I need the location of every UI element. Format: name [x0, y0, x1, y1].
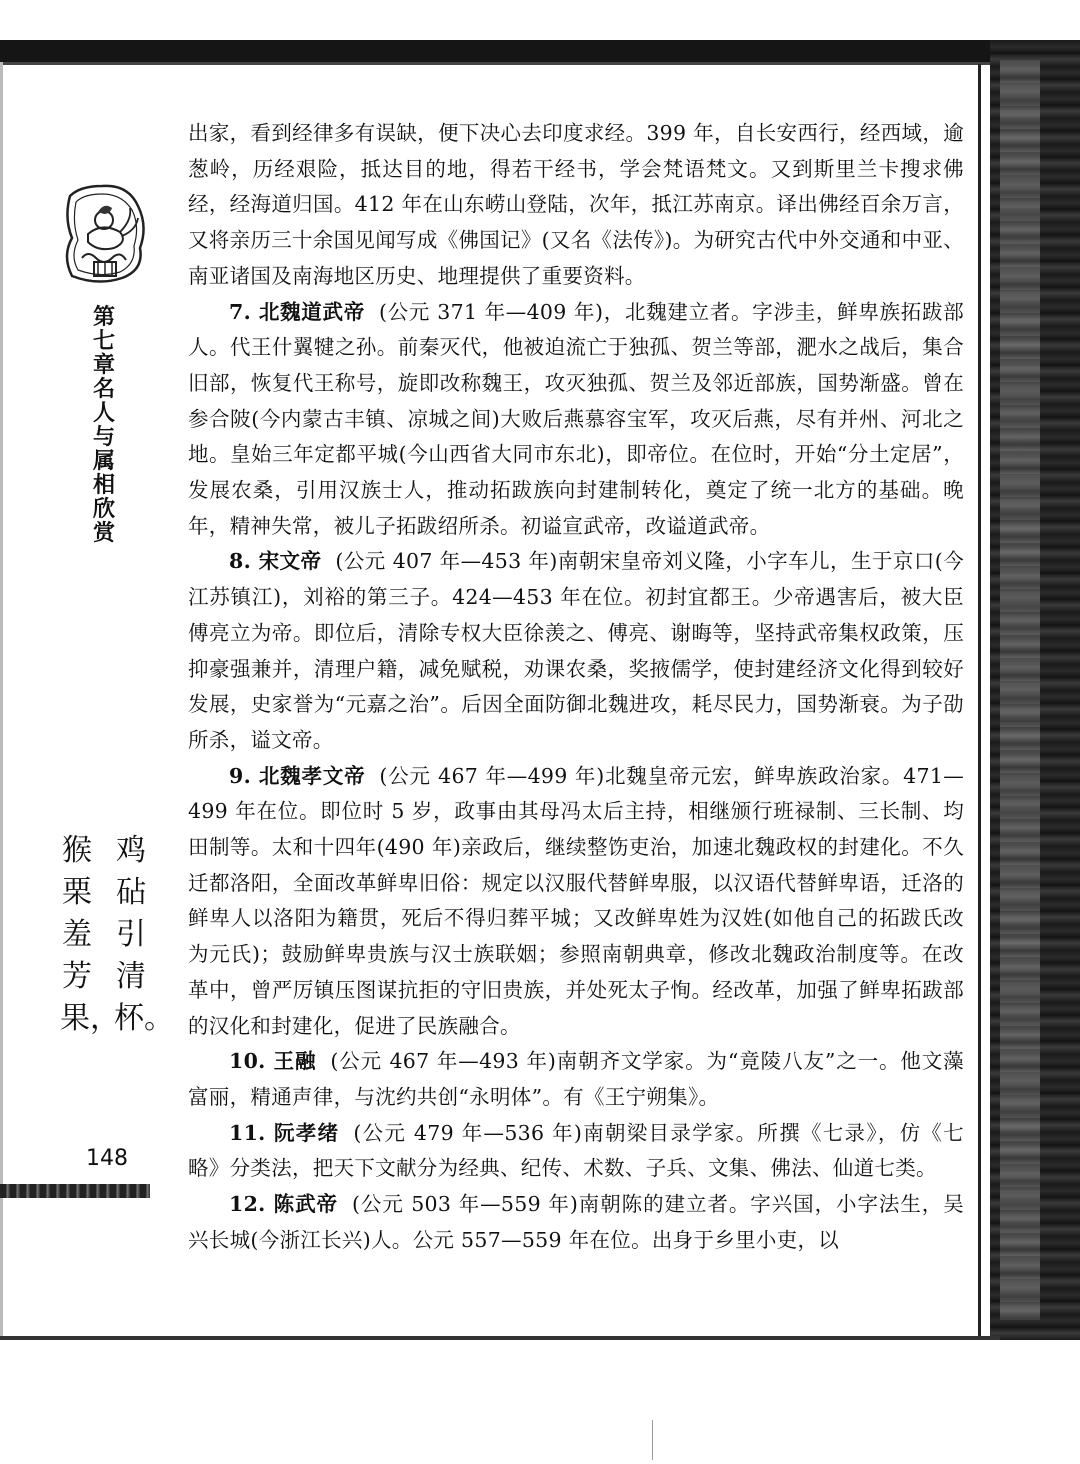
top-border-bar	[0, 40, 1000, 62]
entry-paragraph	[188, 1116, 964, 1187]
entry-paragraph	[188, 1044, 964, 1115]
right-page-edge	[978, 64, 981, 1340]
left-page-edge	[0, 62, 3, 1338]
entry-dates: (公元 503 年—559 年)	[351, 1192, 579, 1217]
entry-text: 南朝陈的建立者。字兴国，小字法生，吴兴长城(今浙江长兴)人。公元 557—559 年在位。出身于乡里小吏，以	[188, 1192, 965, 1252]
entry-title: 11. 阮孝绪	[229, 1120, 340, 1145]
entry-title: 8. 宋文帝	[229, 549, 322, 574]
entry-text: 南朝宋皇帝刘义隆，小字车儿，生于京口(今江苏镇江)，刘裕的第三子。424—453 年在位。初封宜都王。少帝遇害后，被大臣傅亮立为帝。即位后，清除专权大臣徐羡之、傅亮、谢晦等，坚持武帝集权政策，压抑豪强兼并，清理户籍，减免赋税，劝课农桑，奖掖儒学，使封建经济文化得到较好发展，史家誉为“元嘉之治”。后因全面防御北魏进攻，耗尽民力，国势渐衰。为子劭所杀，谥文帝。	[188, 549, 964, 752]
entry-text: 南朝梁目录学家。所撰《七录》，仿《七略》分类法，把天下文献分为经典、纪传、术数、子兵、文集、佛法、仙道七类。	[188, 1120, 964, 1181]
scan-shadow-texture	[1000, 60, 1040, 1320]
chapter-title-text: 第七章 名人与属相欣赏	[92, 305, 115, 546]
entry-paragraph	[188, 1187, 964, 1258]
entry-paragraph	[188, 759, 964, 1045]
entry-title: 7. 北魏道武帝	[229, 299, 365, 324]
entry-text: ，北魏建立者。字涉圭，鲜卑族拓跋部人。代王什翼犍之孙。前秦灭代，他被迫流亡于独孤、贺兰等部，淝水之战后，集合旧部，恢复代王称号，旋即改称魏王，攻灭独孤、贺兰及邻近部族，国势渐盛。曾在参合陂(今内蒙古丰镇、凉城之间)大败后燕慕容宝军，攻灭后燕，尽有并州、河北之地。皇始三年定都平城(今山西省大同市东北)，即帝位。在位时，开始“分土定居”，发展农桑，引用汉族士人，推动拓跋族向封建制转化，奠定了统一北方的基础。晚年，精神失常，被儿子拓跋绍所杀。初谥宣武帝，改谥道武帝。	[188, 299, 965, 538]
entry-paragraph	[188, 295, 964, 545]
entry-title: 10. 王融	[229, 1049, 317, 1074]
entry-title: 9. 北魏孝文帝	[229, 763, 366, 788]
rooster-emblem-icon	[58, 178, 148, 288]
entry-dates: (公元 479 年—536 年)	[353, 1120, 583, 1145]
page-number-bar	[0, 1184, 150, 1198]
entry-dates: (公元 407 年—453 年)	[335, 549, 558, 574]
chapter-title-vertical	[90, 306, 118, 546]
main-text	[188, 116, 964, 1259]
entry-paragraph	[188, 544, 964, 758]
entry-text: 南朝齐文学家。为“竟陵八友”之一。他文藻富丽，精通声律，与沈约共创“永明体”。有《王宁朔集》。	[188, 1049, 964, 1109]
bottom-border-line	[0, 1336, 1000, 1340]
entry-dates: (公元 467 年—493 年)	[330, 1049, 557, 1074]
gutter-mark	[652, 1420, 653, 1460]
poem-line-right: 鸡砧引清杯。	[114, 833, 174, 1036]
page-number: 148	[86, 1146, 128, 1171]
entry-dates: (公元 371 年—409 年)	[378, 299, 604, 324]
entry-dates: (公元 467 年—499 年)	[379, 763, 605, 788]
top-border-line	[0, 62, 990, 65]
entry-title: 12. 陈武帝	[229, 1192, 338, 1217]
paragraph-continuation: 出家，看到经律多有误缺，便下决心去印度求经。399 年，自长安西行，经西域，逾葱岭，历经艰险，抵达目的地，得若干经书，学会梵语梵文。又到斯里兰卡搜求佛经，经海道归国。412 年在山东崂山登陆，次年，抵江苏南京。译出佛经百余万言，又将亲历三十余国见闻写成《佛国记》(又名《法传》)。为研究古代中外交通和中亚、南亚诸国及南海地区历史、地理提供了重要资料。	[188, 121, 964, 288]
entry-text: 北魏皇帝元宏，鲜卑族政治家。471—499 年在位。即位时 5 岁，政事由其母冯太后主持，相继颁行班禄制、三长制、均田制等。太和十四年(490 年)亲政后，继续整饬吏治，加速北魏政权的封建化。不久迁都洛阳，全面改革鲜卑旧俗：规定以汉服代替鲜卑服，以汉语代替鲜卑语，迁洛的鲜卑人以洛阳为籍贯，死后不得归葬平城；又改鲜卑姓为汉姓(如他自己的拓跋氏改为元氏)；鼓励鲜卑贵族与汉士族联姻；参照南朝典章，修改北魏政治制度等。在改革中，曾严厉镇压图谋抗拒的守旧贵族，并处死太子恂。经改革，加强了鲜卑拓跋部的汉化和封建化，促进了民族融合。	[188, 763, 965, 1038]
poem-line-left: 猴栗羞芳果，	[60, 833, 120, 1036]
